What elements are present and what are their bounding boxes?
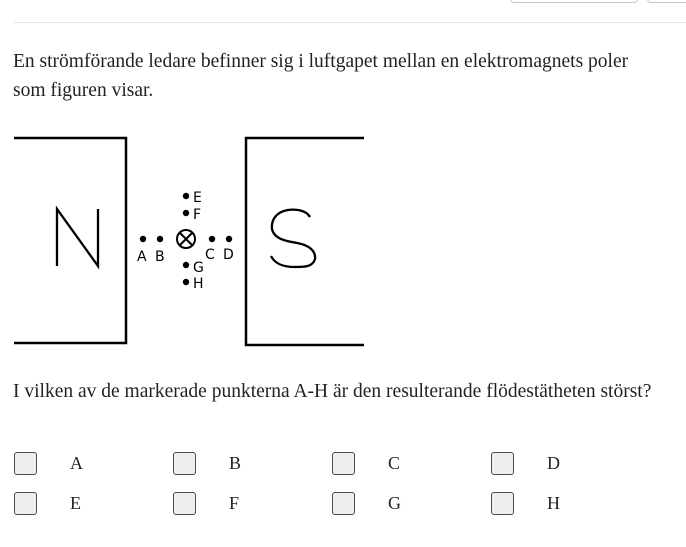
magnet-diagram: [12, 133, 366, 349]
point-a-dot: [140, 236, 146, 242]
divider: [14, 22, 686, 23]
option-label: C: [388, 452, 401, 473]
point-b-label: B: [155, 249, 165, 265]
option-d[interactable]: [491, 449, 560, 477]
checkbox[interactable]: [14, 452, 37, 475]
option-label: G: [388, 492, 401, 513]
toolbar-button[interactable]: [647, 0, 686, 3]
option-g[interactable]: [332, 489, 401, 517]
option-label: A: [70, 452, 83, 473]
option-e[interactable]: [14, 489, 81, 517]
option-label: F: [229, 492, 240, 513]
point-a-label: A: [137, 249, 147, 265]
checkbox[interactable]: [332, 492, 355, 515]
toolbar-button[interactable]: [510, 0, 638, 3]
point-g-dot: [183, 262, 189, 268]
option-a[interactable]: [14, 449, 83, 477]
option-label: B: [229, 452, 242, 473]
option-f[interactable]: [173, 489, 239, 517]
checkbox[interactable]: [14, 492, 37, 515]
point-d-label: D: [223, 247, 234, 263]
option-label: E: [70, 492, 81, 513]
point-g-label: G: [193, 260, 204, 276]
point-c-label: C: [205, 247, 215, 263]
checkbox[interactable]: [491, 452, 514, 475]
south-pole-letter: [271, 210, 315, 267]
point-f-dot: [183, 210, 189, 216]
point-h-label: H: [193, 276, 204, 292]
south-pole-outline: [246, 138, 364, 345]
north-pole-outline: [14, 138, 126, 343]
option-b[interactable]: [173, 449, 241, 477]
point-d-dot: [226, 236, 232, 242]
point-h-dot: [183, 279, 189, 285]
magnet-figure: [12, 133, 366, 349]
point-e-label: E: [193, 190, 202, 206]
checkbox[interactable]: [173, 452, 196, 475]
point-f-label: F: [193, 207, 202, 223]
option-label: H: [547, 492, 560, 513]
option-h[interactable]: [491, 489, 560, 517]
top-toolbar: [0, 0, 686, 24]
option-label: D: [547, 452, 560, 473]
point-c-dot: [209, 236, 215, 242]
checkbox[interactable]: [491, 492, 514, 515]
checkbox[interactable]: [332, 452, 355, 475]
question-prompt: I vilken av de markerade punkterna A-H är den resulterande flödestätheten störst?: [13, 381, 652, 402]
checkbox[interactable]: [173, 492, 196, 515]
north-pole-letter: [57, 209, 98, 266]
point-b-dot: [157, 236, 163, 242]
conductor-symbol: [177, 230, 195, 248]
point-e-dot: [183, 193, 189, 199]
question-text: En strömförande ledare befinner sig i luftgapet mellan en elektromagnets poler som figuren visar.: [13, 51, 629, 101]
option-c[interactable]: [332, 449, 400, 477]
